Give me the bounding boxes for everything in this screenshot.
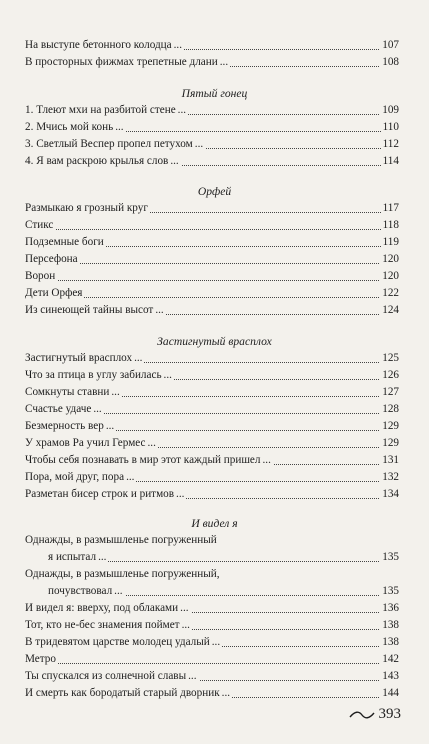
toc-entry: 1. Тлеют мхи на разбитой стене ... 109 [25,104,399,116]
toc-entry: Дети Орфея 122 [25,287,399,299]
toc-entry: я испытал ... 135 [48,551,399,563]
toc-entry: Сомкнуты ставни ... 127 [25,386,399,398]
toc-entry: Счастье удаче ... 128 [25,403,399,415]
toc-entry: почувствовал ... 135 [48,585,399,597]
toc-entry-first-line: Однажды, в размышленье погруженный [25,534,217,546]
toc-entry: 3. Светлый Веспер пропел петухом ... 112 [25,138,399,150]
section-heading: И видел я [191,517,238,530]
page-number-value: 393 [378,706,401,722]
toc-entry: Подземные боги 119 [25,236,399,248]
toc-entry: Застигнутый врасплох ... 125 [25,352,399,364]
toc-entry: 2. Мчись мой конь ... 110 [25,121,399,133]
toc-entry: Разметан бисер строк и ритмов ... 134 [25,488,399,500]
toc-entry: На выступе бетонного колодца ... 107 [25,39,399,51]
toc-entry: И видел я: вверху, под облаками ... 136 [25,602,399,614]
toc-entry: Персефона 120 [25,253,399,265]
toc-entry: И смерть как бородатый старый дворник ... 144 [25,687,399,699]
toc-entry: Что за птица в углу забилась ... 126 [25,369,399,381]
toc-entry: Безмерность вер ... 129 [25,420,399,432]
toc-entry: Стикс 118 [25,219,399,231]
tilde-ornament-icon [349,710,375,720]
page-number [349,706,402,723]
toc-entry: 4. Я вам раскрою крылья слов ... 114 [25,155,399,167]
toc-entry: Метро 142 [25,653,399,665]
section-heading: Орфей [197,185,232,198]
toc-entry: Пора, мой друг, пора ... 132 [25,471,399,483]
toc-entry: Ворон 120 [25,270,399,282]
toc-entry: Чтобы себя познавать в мир этот каждый пришел ... 131 [25,454,399,466]
section-heading: Пятый гонец [181,87,248,100]
toc-entry: Из синеющей тайны высот ... 124 [25,304,399,316]
section-heading: Застигнутый врасплох [157,335,272,348]
toc-entry: В просторных фижмах трепетные длани ... 108 [25,56,399,68]
toc-entry-first-line: Однажды, в размышленье погруженный, [25,568,220,580]
toc-entry: Ты спускался из солнечной славы ... 143 [25,670,399,682]
toc-entry: В тридевятом царстве молодец удалый ... 138 [25,636,399,648]
toc-entry: У храмов Ра учил Гермес ... 129 [25,437,399,449]
toc-entry: Тот, кто не-бес знамения поймет ... 138 [25,619,399,631]
toc-entry: Размыкаю я грозный круг 117 [25,202,399,214]
